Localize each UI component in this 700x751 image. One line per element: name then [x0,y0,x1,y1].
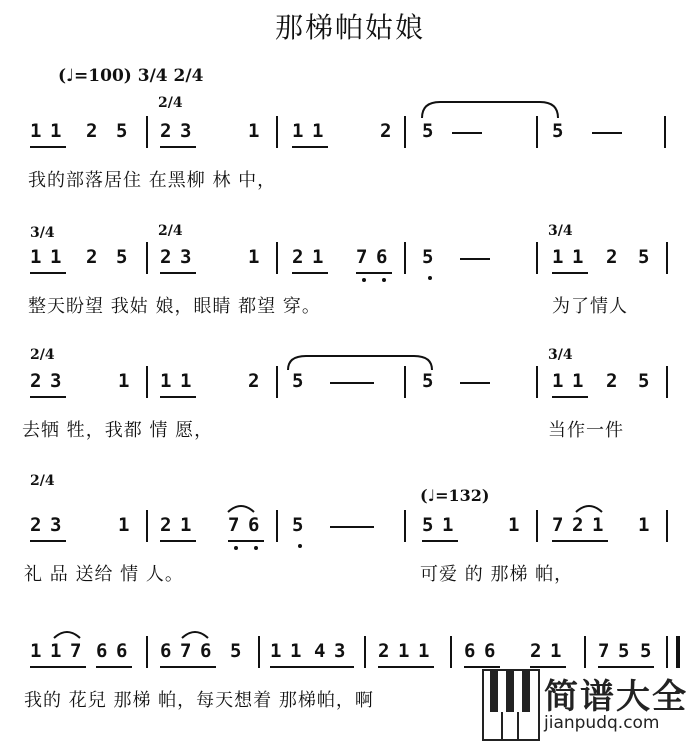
beam-line [96,666,132,668]
barline [666,366,668,398]
lyric-line-3: 去牺 牲，我都 情 愿， [22,420,214,441]
note: 1 [552,246,564,268]
note: 2 [86,246,98,268]
slur-arc [180,626,210,640]
note: 1 [312,246,324,268]
note: 3 [334,640,346,662]
note: 5 [292,514,304,536]
barline [146,366,148,398]
barline [276,116,278,148]
lyric-line-4b: 可爱 的 那梯 帕， [420,564,574,585]
beam-line [160,272,196,274]
note: 1 [180,370,192,392]
beam-line [292,272,328,274]
note: 1 [30,640,42,662]
note: 1 [292,120,304,142]
note: 6 [248,514,260,536]
note: 2 [160,514,172,536]
beam-line [330,526,374,528]
note: 5 [638,246,650,268]
meter-marking: 3/4 [548,223,573,239]
slur-arc [226,500,256,514]
note: 2 [380,120,392,142]
tie-arc [420,100,560,120]
barline [146,636,148,668]
lyric-line-3b: 当作一件 [548,420,624,441]
barline [536,366,538,398]
barline [404,510,406,542]
tempo-marking-2: (♩=132) [420,486,490,505]
note: 1 [290,640,302,662]
note: 4 [314,640,326,662]
beam-line [30,666,86,668]
octave-dot [362,278,366,282]
note: 1 [50,246,62,268]
beam-line [552,396,588,398]
barline [404,366,406,398]
logo-name: 简谱大全 [544,677,688,717]
note: 1 [442,514,454,536]
barline [146,242,148,274]
note: 2 [606,246,618,268]
barline [676,636,680,668]
note: 1 [572,246,584,268]
barline [276,366,278,398]
page-title: 那梯帕姑娘 [274,11,425,44]
note: 6 [484,640,496,662]
note: 1 [572,370,584,392]
lyric-line-2: 整天盼望 我姑 娘，眼睛 都望 穿。 [28,296,321,317]
beam-line [30,396,66,398]
note: 1 [118,370,130,392]
note: 3 [50,514,62,536]
note: 2 [292,246,304,268]
note: 2 [160,246,172,268]
note: 6 [116,640,128,662]
lyric-line-4: 礼 品 送给 情 人。 [24,564,184,585]
note: 7 [598,640,610,662]
note: 7 [552,514,564,536]
slur-arc [52,626,82,640]
beam-line [378,666,434,668]
note: 3 [50,370,62,392]
note: 5 [116,120,128,142]
note: 1 [638,514,650,536]
barline [536,242,538,274]
barline [258,636,260,668]
note: 1 [418,640,430,662]
note: 1 [50,640,62,662]
octave-dot [382,278,386,282]
site-logo [482,665,694,745]
note: 2 [30,370,42,392]
note: 2 [530,640,542,662]
barline [276,242,278,274]
meter-marking: 3/4 [30,225,55,241]
beam-line [292,146,328,148]
octave-dot [254,546,258,550]
barline [146,116,148,148]
beam-line [592,132,622,134]
note: 2 [572,514,584,536]
note: 2 [248,370,260,392]
note: 5 [230,640,242,662]
note: 3 [180,246,192,268]
piano-icon [482,669,540,741]
note: 5 [618,640,630,662]
note: 1 [118,514,130,536]
barline [666,636,668,668]
beam-line [160,540,196,542]
barline [536,510,538,542]
note: 5 [422,370,434,392]
beam-line [552,540,608,542]
barline [404,116,406,148]
note: 1 [30,246,42,268]
note: 6 [200,640,212,662]
note: 5 [638,370,650,392]
note: 1 [398,640,410,662]
note: 2 [378,640,390,662]
beam-line [160,396,196,398]
note: 1 [30,120,42,142]
beam-line [228,540,264,542]
meter-marking: 2/4 [158,95,183,111]
meter-marking: 2/4 [158,223,183,239]
beam-line [460,258,490,260]
barline [666,242,668,274]
barline [666,510,668,542]
tempo-marking: (♩=100) 3/4 2/4 [58,66,204,86]
beam-line [30,540,66,542]
note: 5 [422,246,434,268]
note: 1 [248,120,260,142]
note: 1 [508,514,520,536]
beam-line [160,666,216,668]
note: 6 [160,640,172,662]
barline [664,116,666,148]
barline [146,510,148,542]
barline [364,636,366,668]
note: 1 [552,370,564,392]
beam-line [30,272,66,274]
note: 1 [312,120,324,142]
note: 7 [356,246,368,268]
note: 1 [550,640,562,662]
barline [536,116,538,148]
slur-arc [574,500,604,514]
lyric-line-5: 我的 花兒 那梯 帕，每天想着 那梯帕，啊 [24,690,374,711]
note: 7 [70,640,82,662]
note: 1 [160,370,172,392]
note: 2 [86,120,98,142]
note: 7 [228,514,240,536]
barline [584,636,586,668]
octave-dot [234,546,238,550]
beam-line [460,382,490,384]
note: 2 [30,514,42,536]
meter-marking: 2/4 [30,473,55,489]
note: 6 [96,640,108,662]
meter-marking: 3/4 [548,347,573,363]
octave-dot [428,276,432,280]
beam-line [160,146,196,148]
lyric-line-2b: 为了情人 [552,296,628,317]
barline [404,242,406,274]
note: 5 [292,370,304,392]
note: 1 [270,640,282,662]
beam-line [552,272,588,274]
note: 1 [592,514,604,536]
note: 6 [464,640,476,662]
meter-marking: 2/4 [30,347,55,363]
note: 5 [422,514,434,536]
beam-line [356,272,392,274]
beam-line [30,146,66,148]
beam-line [452,132,482,134]
barline [276,510,278,542]
beam-line [422,540,458,542]
note: 5 [116,246,128,268]
lyric-line-1: 我的部落居住 在黑柳 林 中， [28,170,277,191]
note: 5 [552,120,564,142]
note: 1 [248,246,260,268]
note: 3 [180,120,192,142]
logo-url: jianpudq.com [544,713,660,733]
beam-line [330,382,374,384]
note: 5 [422,120,434,142]
beam-line [270,666,354,668]
note: 6 [376,246,388,268]
octave-dot [298,544,302,548]
note: 2 [606,370,618,392]
note: 1 [180,514,192,536]
barline [450,636,452,668]
note: 5 [640,640,652,662]
note: 7 [180,640,192,662]
note: 1 [50,120,62,142]
note: 2 [160,120,172,142]
